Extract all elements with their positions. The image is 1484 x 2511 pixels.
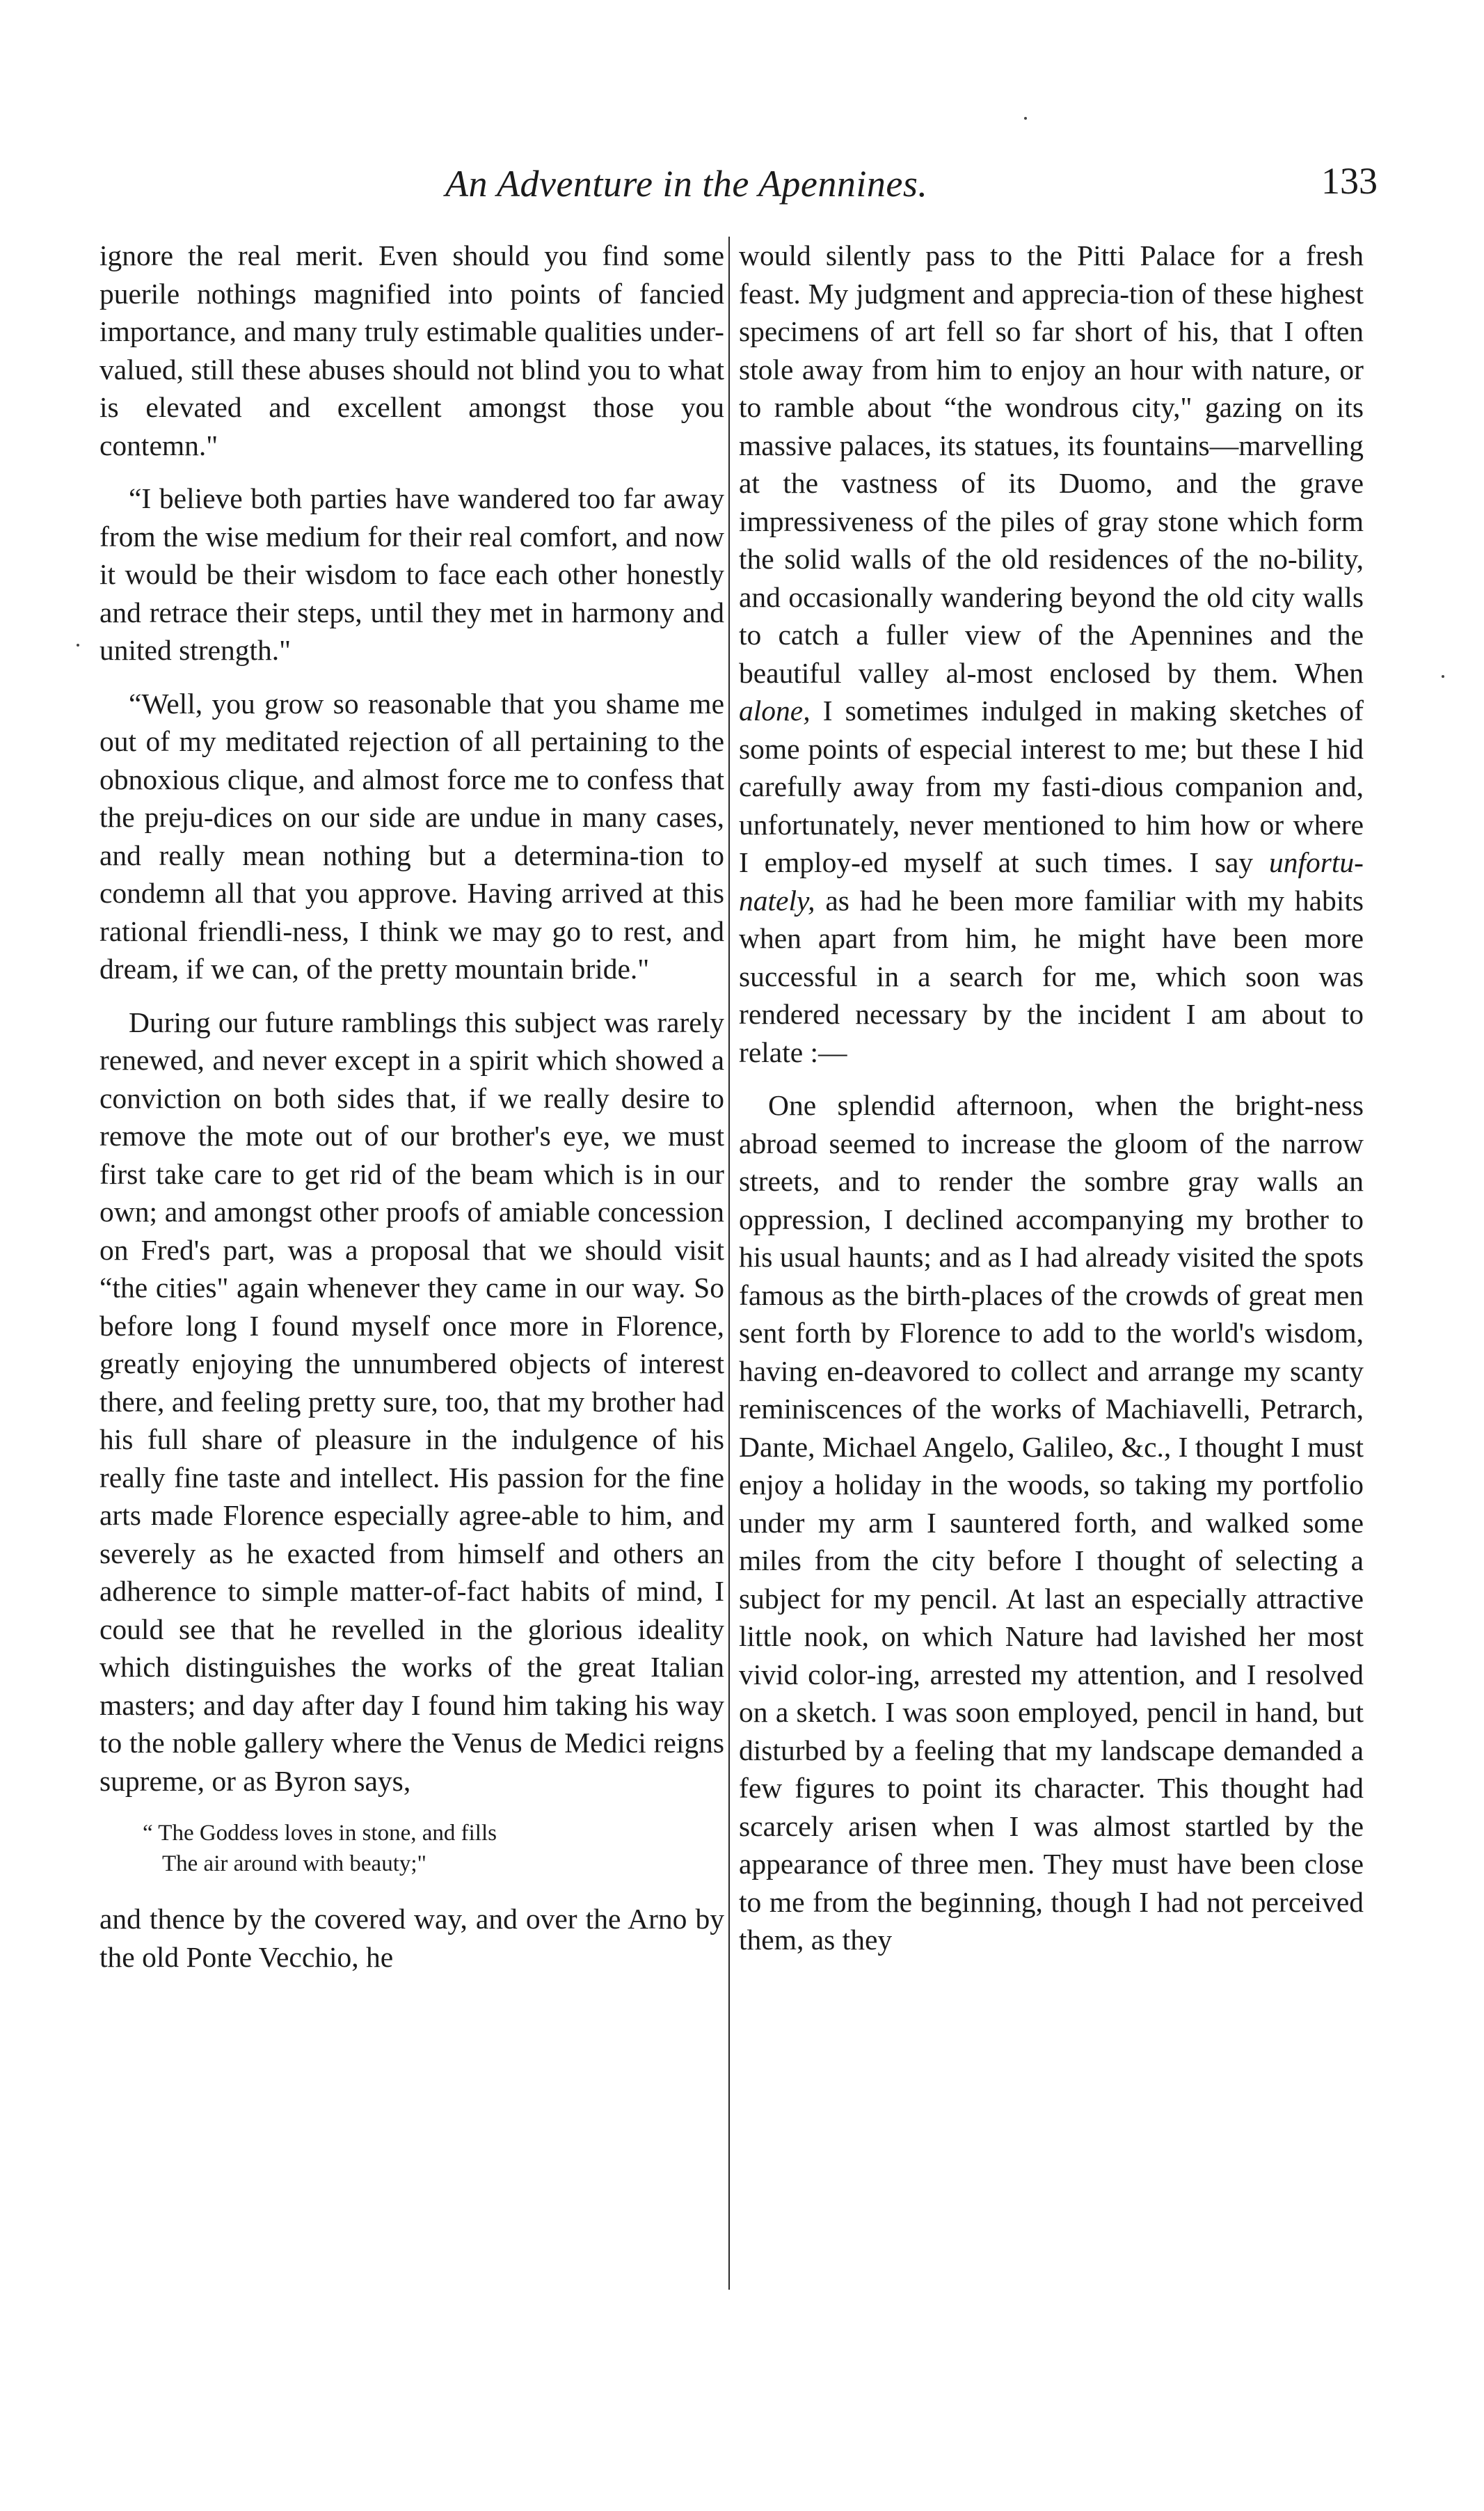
right-paragraph-1-text-a: would silently pass to the Pitti Palace for a fresh feast. My judgment and apprecia-tion of these highest specimens of art fell so far short of his, that I often stole away from him to enjoy an hour with nature, or to ramble about “the wondrous city," gazing on its massive palaces, its statues, its fountains—marvelling at the vastness of its Duomo, and the grave impressiveness of the piles of gray stone which form the solid walls of the old residences of the no-bility, and occasionally wandering beyond the old city walls to catch a fuller view of the Apennines and the beautiful valley al-most enclosed by them. When bbox=[739, 239, 1364, 689]
left-column bbox=[99, 237, 724, 1976]
quote-line-1: “ The Goddess loves in stone, and fills bbox=[143, 1821, 497, 1846]
right-paragraph-1-text-b: I sometimes indulged in making sketches of some points of especial interest to me; but these I hid carefully away from my fasti-dious companion and, unfortunately, never mentioned to him how or where I employ-ed myself at such times. I say bbox=[739, 695, 1364, 878]
byron-quote bbox=[99, 1818, 724, 1879]
left-paragraph-1: ignore the real merit. Even should you find some puerile nothings magnified into points of fancied importance, and many truly estimable qualities under-valued, still these abuses should not blind you to what is elevated and excellent amongst those you contemn." bbox=[99, 239, 724, 461]
left-paragraph-5: and thence by the covered way, and over the Arno by the old Ponte Vecchio, he bbox=[99, 1903, 724, 1973]
left-paragraph-3: “Well, you grow so reasonable that you shame me out of my meditated rejection of all pertaining to the obnoxious clique, and almost force me to confess that the preju-dices on our side are undue in many cases, and really mean nothing but a determina-tion to condemn all that you approve. Having arrived at this rational friendli-ness, I think we may go to rest, and dream, if we can, of the pretty mountain bride." bbox=[99, 687, 724, 985]
left-paragraph-2: “I believe both parties have wandered too far away from the wise medium for their real comfort, and now it would be their wisdom to face each other honestly and retrace their steps, until they met in harmony and united strength." bbox=[99, 482, 724, 666]
right-paragraph-2: One splendid afternoon, when the bright-ness abroad seemed to increase the gloom of the narrow streets, and to render the sombre gray walls an oppression, I declined accompanying my brother to his usual haunts; and as I had already visited the spots famous as the birth-places of the crowds of great men sent forth by Florence to add to the world's wisdom, having en-deavored to collect and arrange my scanty reminiscences of the works of Machiavelli, Petrarch, Dante, Michael Angelo, Galileo, &c., I thought I must enjoy a holiday in the woods, so taking my portfolio under my arm I sauntered forth, and walked some miles from the city before I thought of selecting a subject for my pencil. At last an especially attractive little nook, on which Nature had lavished her most vivid color-ing, arrested my attention, and I resolved on a sketch. I was soon employed, pencil in hand, but disturbed by a feeling that my landscape demanded a few figures to point its character. This thought had scarcely arisen when I was almost startled by the appearance of three men. They must have been close to me from the beginning, though I had not perceived them, as they bbox=[739, 1089, 1364, 1956]
running-title: An Adventure in the Apennines. bbox=[445, 163, 928, 205]
speck-mark bbox=[1442, 675, 1444, 678]
speck-mark bbox=[1024, 117, 1027, 120]
right-paragraph-1-text-c: as had he been more familiar with my habits when apart from him, he might have been more successful in a search for me, which soon was rendered necessary by the incident I am about to relate :— bbox=[739, 884, 1364, 1068]
speck-mark bbox=[77, 644, 79, 647]
emphasis-unfortunately: unfortu-nately, bbox=[739, 846, 1364, 917]
right-paragraph-1 bbox=[739, 237, 1364, 1071]
page-header bbox=[97, 157, 1378, 219]
emphasis-alone: alone, bbox=[739, 695, 811, 727]
page-number: 133 bbox=[1321, 160, 1378, 202]
right-column bbox=[739, 237, 1364, 1959]
quote-line-2: The air around with beauty;" bbox=[162, 1851, 427, 1876]
left-paragraph-4: During our future ramblings this subject was rarely renewed, and never except in a spirit which showed a conviction on both sides that, if we really desire to remove the mote out of our brother's eye, we must first take care to get rid of the beam which is in our own; and amongst other proofs of amiable concession on Fred's part, was a proposal that we should visit “the cities" again whenever they came in our way. So before long I found myself once more in Florence, greatly enjoying the unnumbered objects of interest there, and feeling pretty sure, too, that my brother had his full share of pleasure in the indulgence of his really fine taste and intellect. His passion for the fine arts made Florence especially agree-able to him, and severely as he exacted from himself and others an adherence to simple matter-of-fact habits of mind, I could see that he revelled in the glorious ideality which distinguishes the works of the great Italian masters; and day after day I found him taking his way to the noble gallery where the Venus de Medici reigns supreme, or as Byron says, bbox=[99, 1006, 724, 1797]
column-divider bbox=[728, 237, 730, 2290]
